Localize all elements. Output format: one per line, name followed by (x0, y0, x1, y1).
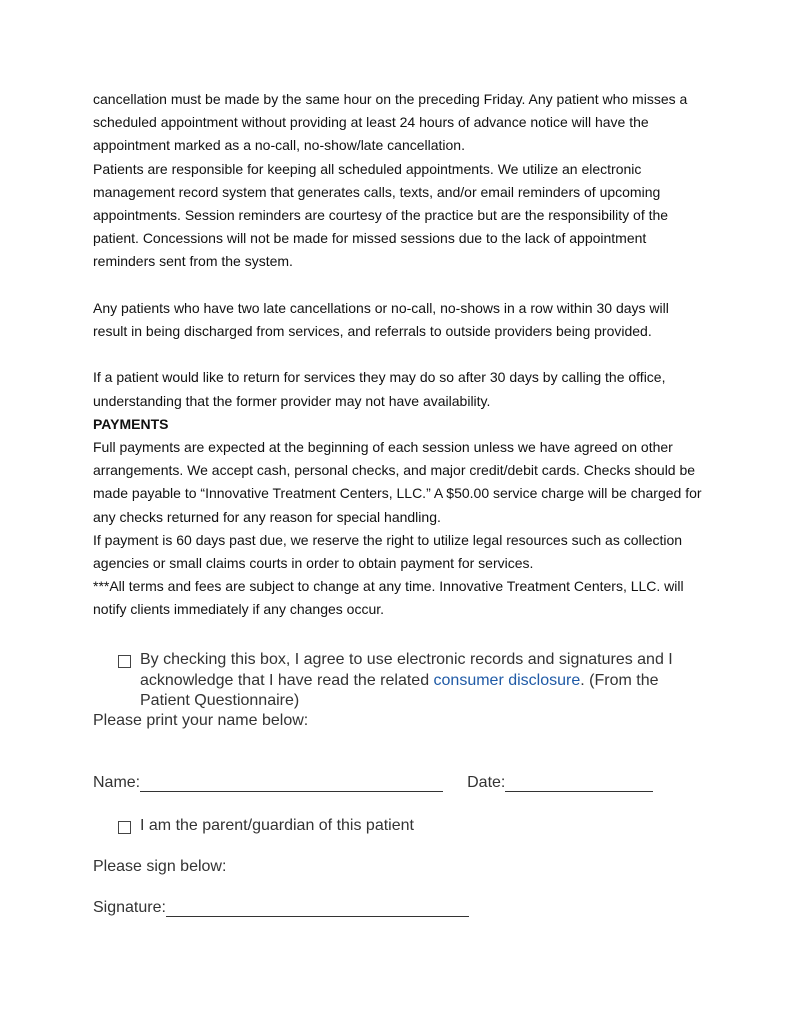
paragraph-terms: ***All terms and fees are subject to change at any time. Innovative Treatment Centers, LLC. will notify clients immediately if any changes occur. (93, 578, 684, 618)
consent-checkbox[interactable] (118, 655, 131, 668)
consent-text (140, 650, 708, 712)
consent-row (118, 650, 708, 712)
name-date-row (93, 774, 653, 792)
paragraph-payments: Full payments are expected at the beginning of each session unless we have agreed on other arrangements. We accept cash, personal checks, and major credit/debit cards. Checks should be made payable to “Innovative Treatment Centers, LLC.” A $50.00 service charge will be charged for any checks returned for any reason for special handling. (93, 439, 702, 525)
name-field[interactable] (140, 774, 443, 792)
signature-row (93, 899, 469, 917)
sign-below-label: Please sign below: (93, 858, 227, 875)
guardian-row (118, 817, 414, 835)
guardian-label: I am the parent/guardian of this patient (140, 817, 414, 834)
signature-field[interactable] (166, 899, 469, 917)
date-field[interactable] (505, 774, 653, 792)
consent-text-before: By checking this box, I agree to use electronic records and signatures and I acknowledge that I have read the related (140, 651, 673, 689)
payments-heading: PAYMENTS (93, 415, 169, 432)
consumer-disclosure-link[interactable]: consumer disclosure (433, 671, 581, 689)
guardian-checkbox[interactable] (118, 821, 131, 834)
print-name-label: Please print your name below: (93, 712, 309, 729)
paragraph-cancellation: cancellation must be made by the same hour on the preceding Friday. Any patient who misses a scheduled appointment without providing at least 24 hours of advance notice will have the appointment marked as a no-call, no-show/late cancellation. (93, 91, 688, 154)
signature-label: Signature: (93, 899, 166, 916)
policy-text (93, 88, 703, 622)
paragraph-return: If a patient would like to return for services they may do so after 30 days by calling the office, understanding that the former provider may not have availability. (93, 369, 666, 409)
consent-text-after: . (From the Patient Questionnaire) (140, 671, 659, 709)
paragraph-past-due: If payment is 60 days past due, we reserve the right to utilize legal resources such as collection agencies or small claims courts in order to obtain payment for services. (93, 531, 683, 572)
date-label: Date: (467, 774, 506, 791)
paragraph-discharge: Any patients who have two late cancellations or no-call, no-shows in a row within 30 days will result in being discharged from services, and referrals to outside providers being provided. (93, 299, 669, 340)
paragraph-appointments: Patients are responsible for keeping all scheduled appointments. We utilize an electronic management record system that generates calls, texts, and/or email reminders of upcoming appointments. Session reminders are courtesy of the practice but are the responsibility of the patient. Concessions will not be made for missed sessions due to the lack of appointment reminders sent from the system. (93, 160, 669, 270)
name-label: Name: (93, 774, 141, 791)
